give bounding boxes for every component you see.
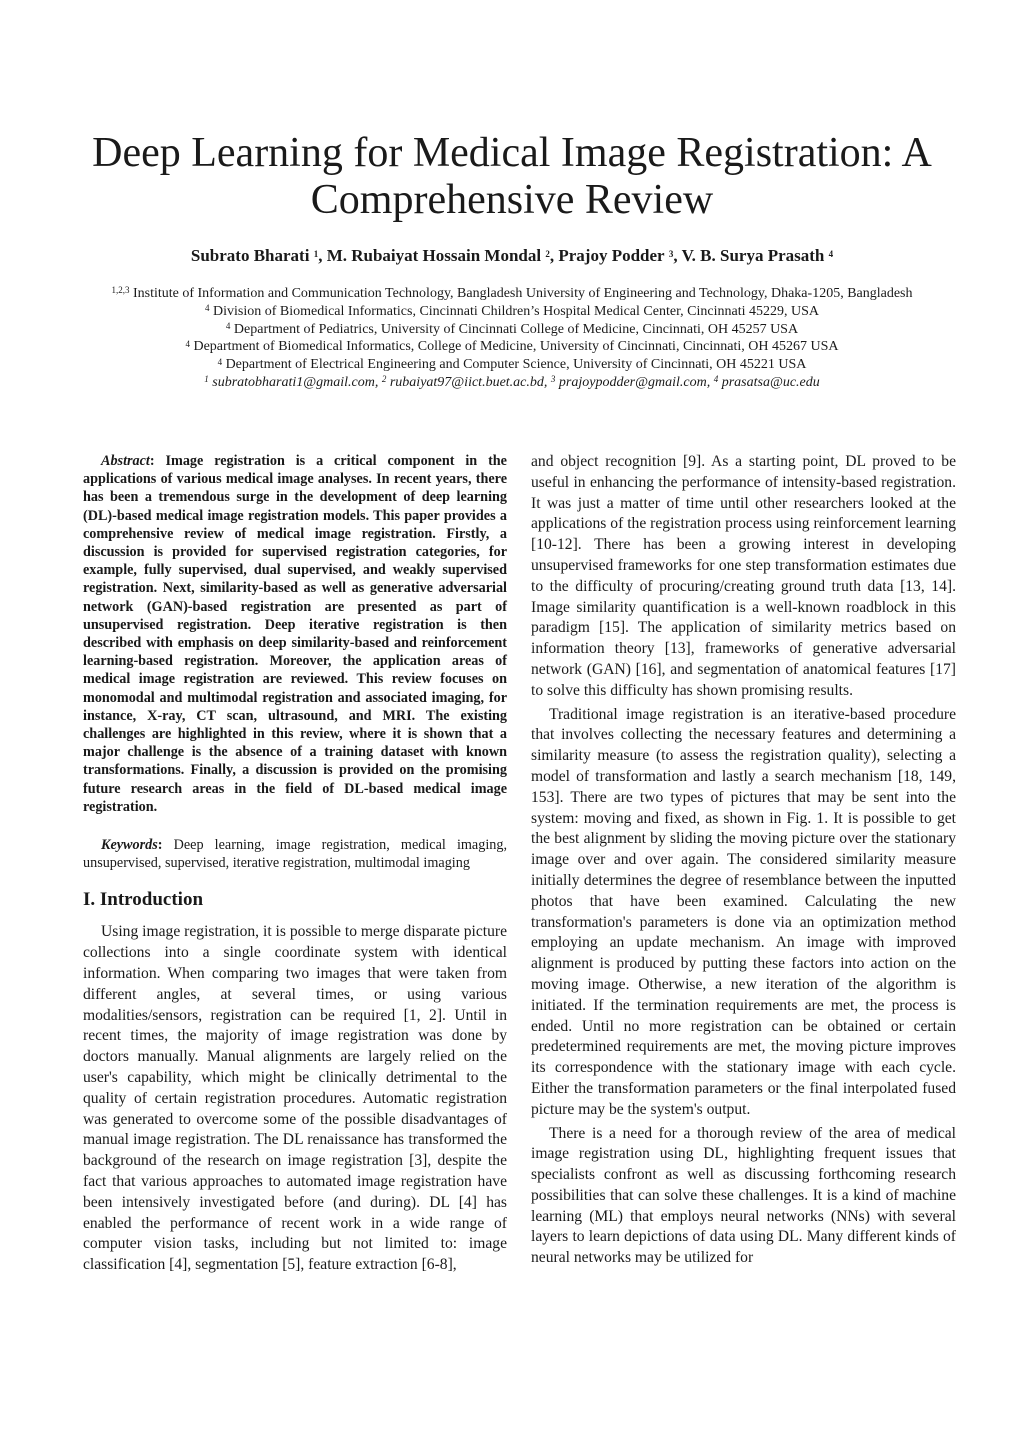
abstract-label: Abstract <box>101 453 150 469</box>
body-paragraph: There is a need for a thorough review of the area of medical image registration using DL, highlighting frequent issues that specialists confront as well as discussing forthcoming research possibilities that can solve these challenges. It is a kind of machine learning (ML) that employs neural networks (NNs) with several layers to learn depictions of data using DL. Many different kinds of neural networks may be utilized for <box>531 1124 956 1267</box>
intro-paragraph: Using image registration, it is possible to merge disparate picture collections into a single coordinate system with identical information. When comparing two images that were taken from different angles, at several times, or using various modalities/sensors, registration can be required [1, 2]. Until in recent times, the majority of image registration was done by doctors manually. Manual alignments are largely relied on the user's capability, which might be clinically detrimental to the quality of certain registration procedures. Automatic registration was generated to overcome some of the possible disadvantages of manual image registration. The DL renaissance has transformed the background of the research on image registration [3], despite the fact that various approaches to automated image registration have been intensively investigated before (and during). DL [4] has enabled the performance of recent work in a wide range of computer vision tasks, including but not limited to: image classification [4], segmentation [5], feature extraction [6-8], <box>83 923 507 1274</box>
email-link[interactable]: rubaiyat97@iict.buet.ac.bd <box>389 374 544 390</box>
email-link[interactable]: prasatsa@uc.edu <box>721 374 820 390</box>
email-sup: 3 <box>550 374 556 385</box>
affiliation-text: Department of Electrical Engineering and Computer Science, University of Cincinnati, OH 45221 USA <box>225 357 807 373</box>
affiliation-sup: 4 <box>225 321 231 331</box>
affiliation <box>80 321 944 339</box>
affiliation-sup: 1,2,3 <box>111 285 130 296</box>
affiliation-block <box>80 285 944 392</box>
affiliation-sup: 4 <box>217 356 223 367</box>
keywords-label: Keywords <box>101 837 158 854</box>
left-column <box>83 452 507 1276</box>
title-line-1: Deep Learning for Medical Image Registration: A <box>92 130 932 176</box>
author-sup: 3 <box>668 249 674 260</box>
abstract: Abstract: Image registration is a critical component in the applications of various medical image analyses. In recent years, there has been a tremendous surge in the development of deep learning (DL)-based medical image registration models. This paper provides a comprehensive review of medical image registration. Firstly, a discussion is provided for supervised registration categories, for example, fully supervised, dual supervised, and weakly supervised registration. Next, similarity-based as well as generative adversarial network (GAN)-based registration are presented as part of unsupervised registration. Deep iterative registration is then described with emphasis on deep similarity-based and reinforcement learning-based registration. Moreover, the application areas of medical image registration are reviewed. This review focuses on monomodal and multimodal registration and associated imaging, for instance, X-ray, CT scan, ultrasound, and MRI. The existing challenges are highlighted in this review, where it is shown that a major challenge is the absence of a training dataset with known transformations. Finally, a discussion is provided on the promising future research areas in the field of DL-based medical image registration. <box>83 453 507 815</box>
affiliation <box>80 356 944 374</box>
email-link[interactable]: subratobharati1@gmail.com <box>212 374 375 390</box>
author-sup: 2 <box>545 249 550 260</box>
affiliation-text: Institute of Information and Communication Technology, Bangladesh University of Engineering and Technology, Dhaka-1205, Bangladesh <box>132 286 913 301</box>
affiliation-text: Division of Biomedical Informatics, Cincinnati Children’s Hospital Medical Center, Cincinnati 45229, USA <box>212 303 819 319</box>
author-name: M. Rubaiyat Hossain Mondal <box>326 246 542 265</box>
title-line-2: Comprehensive Review <box>310 177 714 223</box>
email-sup: 2 <box>381 374 387 385</box>
author-sup: 1 <box>313 249 319 260</box>
body-paragraph: Traditional image registration is an iterative-based procedure that involves collecting the necessary features and determining a similarity measure (to assess the registration quality), selecting a model of transformation and lastly a search mechanism [18, 149, 153]. There are two types of pictures that may be sent into the system: moving and fixed, as shown in Fig. 1. It is possible to get the best alignment by sliding the moving picture over the stationary image over and over again. The considered similarity measure initially determines the degree of resemblance between the inputted photos that have been examined. Calculating the new transformation's parameters is done via an optimization method employing an update mechanism. An image with improved alignment is produced by putting these factors into action on the moving image. Otherwise, a new iteration of the algorithm is initiated. If the termination requirements are met, the process is ended. Until no more registration can be obtained or certain predetermined requirements are met, the moving picture improves its correspondence with the stationary image with each cycle. Either the transformation parameters or the final interpolated fused picture may be the system's output. <box>531 705 956 1118</box>
keywords-text: Deep learning, image registration, medical imaging, unsupervised, supervised, iterative registration, multimodal imaging <box>83 837 507 872</box>
email-link[interactable]: prajoypodder@gmail.com <box>558 374 707 390</box>
author-sup: 4 <box>828 249 834 260</box>
email-sup: 1 <box>204 374 209 385</box>
abstract-text: Image registration is a critical component in the applications of various medical image analyses. In recent years, there has been a tremendous surge in the development of deep learning (DL)-based medical image registration models. This paper provides a comprehensive review of medical image registration. Firstly, a discussion is provided for supervised registration categories, for example, fully supervised, dual supervised, and weakly supervised registration. Next, similarity-based as well as generative adversarial network (GAN)-based registration are presented as part of unsupervised registration. Deep iterative registration is then described with emphasis on deep similarity-based and reinforcement learning-based registration. Moreover, the application areas of medical image registration are reviewed. This review focuses on monomodal and multimodal registration and associated imaging, for instance, X-ray, CT scan, ultrasound, and MRI. The existing challenges are highlighted in this review, where it is shown that a major challenge is the absence of a training dataset with known transformations. Finally, a discussion is provided on the promising future research areas in the field of DL-based medical image registration. <box>83 453 507 815</box>
affiliation-text: Department of Biomedical Informatics, College of Medicine, University of Cincinnati, Cincinnati, OH 45267 USA <box>193 339 839 355</box>
email-sup: 4 <box>713 374 719 385</box>
affiliation <box>80 303 944 321</box>
author-name: Subrato Bharati <box>190 246 310 265</box>
author-list: Subrato Bharati $^1$, M. Rubaiyat Hossain Mondal $^2$, Prajoy Podder $^3$, V. B. Surya Prasath $^4$ <box>190 246 834 265</box>
author-name: Prajoy Podder <box>558 246 665 265</box>
affiliation-sup: 4 <box>204 303 210 314</box>
paper-title <box>60 130 964 224</box>
author-name: V. B. Surya Prasath <box>681 246 825 265</box>
body-paragraph: and object recognition [9]. As a starting point, DL proved to be useful in enhancing the performance of intensity-based registration. It was just a matter of time until other researchers looked at the applications of the registration process using reinforcement learning [10-12]. There has been a growing interest in developing unsupervised frameworks for one step transformation estimates due to the difficulty of procuring/creating ground truth data [13, 14]. Image similarity quantification is a well-known roadblock in this paradigm [15]. The application of similarity metrics based on information theory [13], frameworks of generative adversarial network (GAN) [16], and segmentation of anatomical features [17] to solve this difficulty has shown promising results. <box>531 453 956 699</box>
keywords: Keywords: Deep learning, image registration, medical imaging, unsupervised, supervised, iterative registration, multimodal imaging <box>83 837 507 872</box>
right-column <box>531 452 956 1269</box>
affiliation <box>80 338 944 356</box>
affiliation-text: Department of Pediatrics, University of Cincinnati College of Medicine, Cincinnati, OH 45257 USA <box>233 321 799 337</box>
affiliation-sup: 4 <box>185 338 190 349</box>
affiliation <box>80 285 944 303</box>
section-heading-introduction: I. Introduction <box>83 889 204 911</box>
email-list: $^1$ subratobharati1@gmail.com, $^2$ rubaiyat97@iict.buet.ac.bd, $^3$ prajoypodder@gmail.com, $^4$ prasatsa@uc.edu <box>204 374 820 390</box>
